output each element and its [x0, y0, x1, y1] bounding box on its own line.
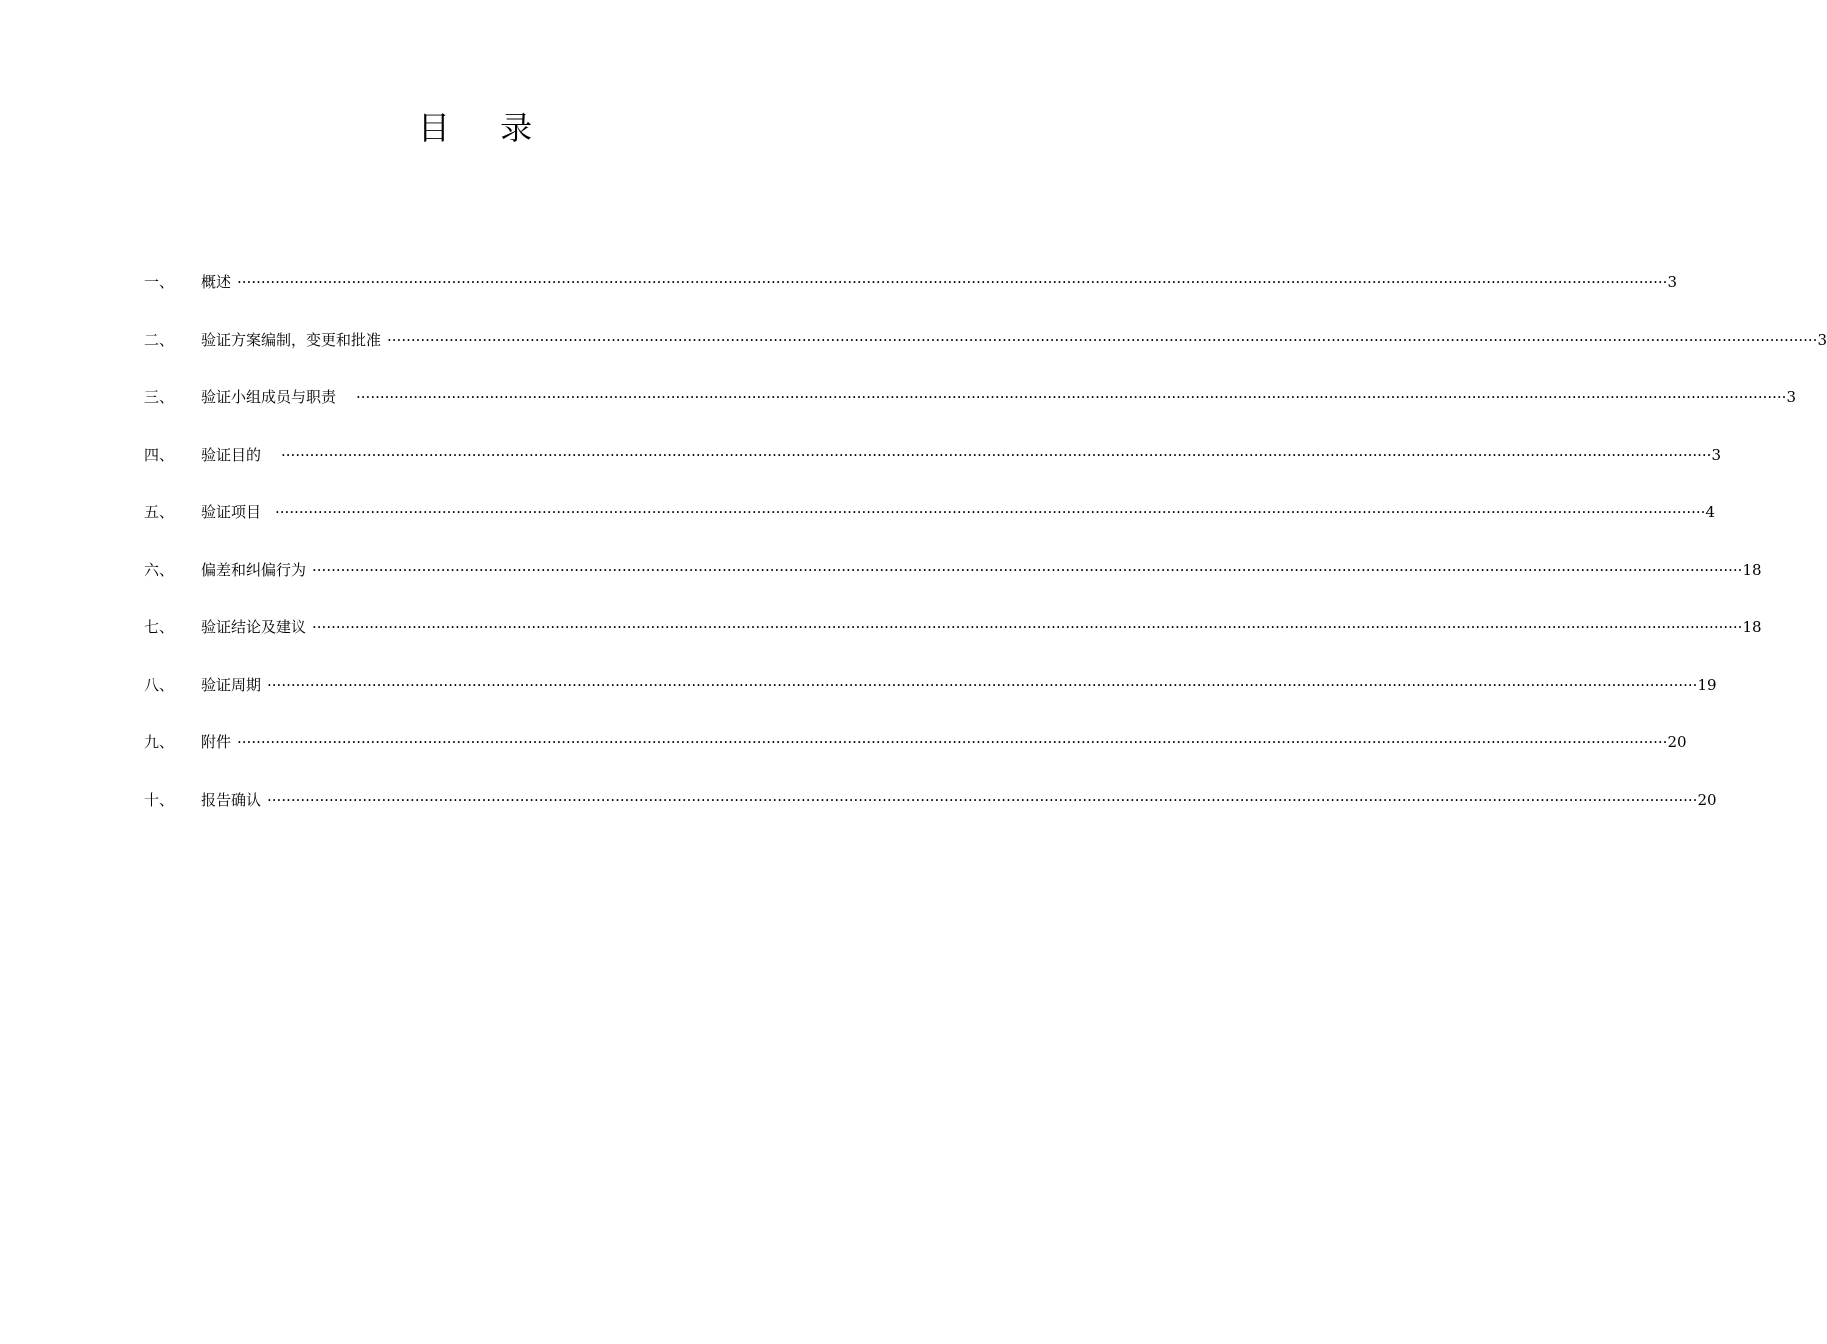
toc-entry-body — [201, 787, 1717, 813]
toc-entry-page: 3 — [1667, 273, 1677, 291]
toc-entry-body — [201, 442, 1721, 468]
toc-entry-body — [201, 672, 1717, 698]
toc-entry-page: 3 — [1711, 445, 1721, 464]
toc-dot-leader: ············································································································································································································································································································ — [237, 733, 1668, 751]
toc-entry-page: 19 — [1697, 675, 1717, 694]
toc-entry[interactable] — [144, 384, 1796, 442]
toc-dot-leader: ············································································································································································································································································································ — [356, 388, 1787, 406]
toc-entry-body — [201, 384, 1796, 410]
toc-entry-label: 验证目的 — [201, 445, 262, 464]
toc-entry[interactable] — [144, 557, 1762, 615]
toc-entry[interactable] — [144, 672, 1717, 730]
toc-entry-page: 20 — [1667, 733, 1687, 751]
toc-entry-body — [201, 557, 1762, 583]
toc-dot-leader: ············································································································································································································································································································ — [267, 675, 1698, 694]
toc-dot-leader: ············································································································································································································································································································ — [281, 445, 1712, 464]
toc-dot-leader: ············································································································································································································································································································ — [312, 618, 1743, 636]
toc-entry-number: 七、 — [144, 618, 175, 636]
toc-dot-leader: ············································································································································································································································································································ — [312, 560, 1743, 579]
toc-entry-label: 验证小组成员与职责 — [201, 388, 337, 406]
toc-entry-number: 四、 — [144, 445, 175, 464]
toc-entry-number: 八、 — [144, 675, 175, 694]
toc-entry-page: 20 — [1697, 790, 1717, 809]
toc-entry-page: 18 — [1742, 618, 1762, 636]
toc-entry-body — [201, 269, 1677, 295]
toc-entry-number: 十、 — [144, 790, 175, 809]
toc-entry-number: 二、 — [144, 330, 175, 349]
toc-dot-leader: ············································································································································································································································································································ — [275, 503, 1706, 521]
toc-entry-label: 验证结论及建议 — [201, 618, 307, 636]
toc-entry[interactable] — [144, 269, 1677, 327]
toc-entry-page: 3 — [1786, 388, 1796, 406]
toc-entry[interactable] — [144, 787, 1717, 845]
toc-entry-label: 报告确认 — [201, 790, 262, 809]
toc-entry[interactable] — [144, 614, 1762, 672]
toc-entry-page: 4 — [1705, 503, 1715, 521]
toc-entry-label: 验证周期 — [201, 675, 262, 694]
toc-entry-label: 验证方案编制，变更和批准 — [201, 330, 382, 349]
toc-entry[interactable] — [144, 442, 1721, 500]
toc-entry-number: 六、 — [144, 560, 175, 579]
toc-entry-body — [201, 327, 1827, 353]
toc-entry-page: 3 — [1817, 330, 1827, 349]
toc-entry-label: 概述 — [201, 273, 232, 291]
toc-entry-body — [201, 499, 1715, 525]
toc-entry-body — [201, 729, 1687, 755]
toc-entry-label: 验证项目 — [201, 503, 262, 521]
toc-entry[interactable] — [144, 729, 1687, 787]
toc-entry-body — [201, 614, 1762, 640]
toc-dot-leader: ············································································································································································································································································································ — [387, 330, 1818, 349]
toc-entry[interactable] — [144, 327, 1827, 385]
table-of-contents — [144, 269, 1827, 844]
toc-entry-label: 偏差和纠偏行为 — [201, 560, 307, 579]
toc-dot-leader: ············································································································································································································································································································ — [267, 790, 1698, 809]
toc-entry-number: 三、 — [144, 388, 175, 406]
toc-dot-leader: ············································································································································································································································································································ — [237, 273, 1668, 291]
toc-entry-number: 一、 — [144, 273, 175, 291]
toc-entry-page: 18 — [1742, 560, 1762, 579]
toc-entry-label: 附件 — [201, 733, 232, 751]
page-title: 目 录 — [417, 109, 553, 147]
toc-entry-number: 五、 — [144, 503, 175, 521]
toc-entry-number: 九、 — [144, 733, 175, 751]
toc-entry[interactable] — [144, 499, 1715, 557]
